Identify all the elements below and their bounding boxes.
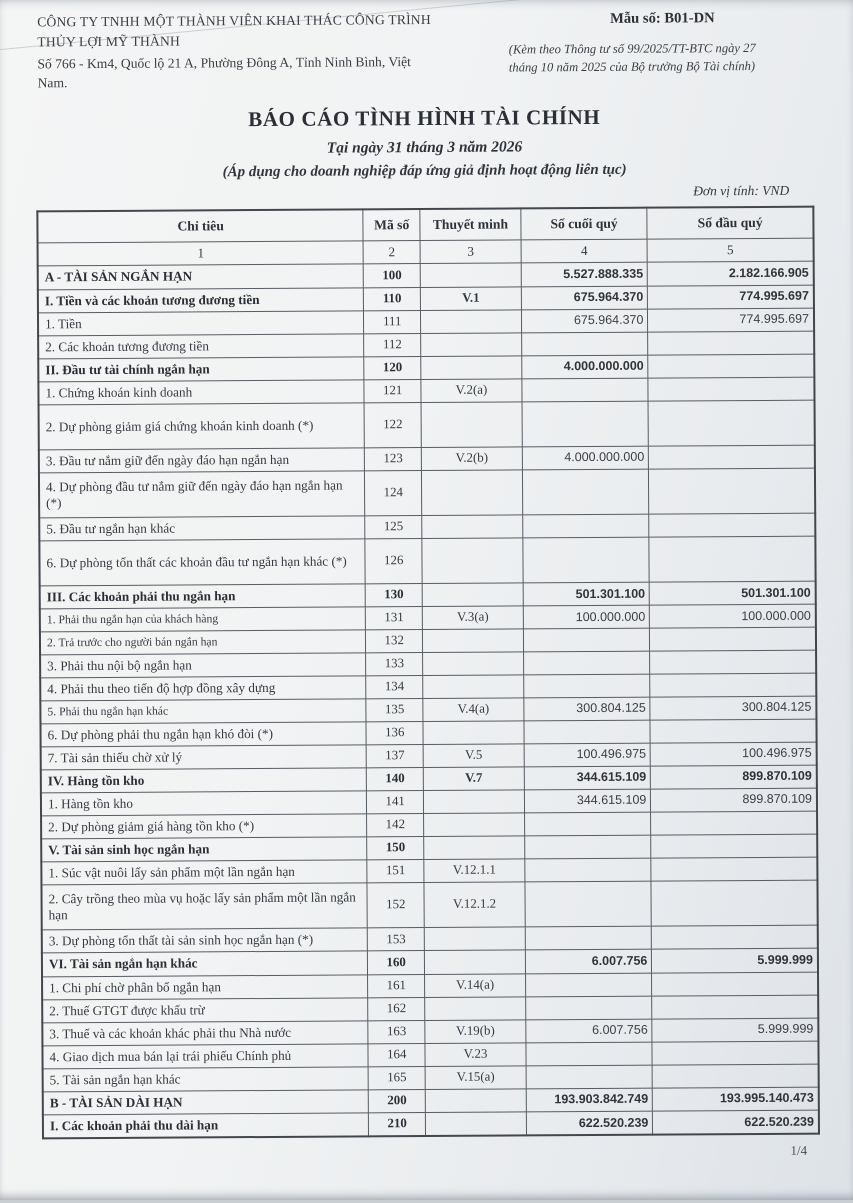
company-name-line1: CÔNG TY TNHH MỘT THÀNH VIÊN KHAI THÁC CÔNG TRÌNH [37, 11, 431, 30]
row-code: 111 [364, 310, 421, 333]
row-label: 4. Giao dịch mua bán lại trái phiếu Chính phủ [42, 1044, 368, 1069]
row-note [425, 1089, 526, 1113]
row-start-of-quarter-value [651, 834, 817, 858]
row-start-of-quarter-value [652, 925, 818, 949]
company-address [37, 52, 477, 93]
row-label: I. Tiền và các khoản tương đương tiền [38, 287, 364, 312]
row-label: 1. Súc vật nuôi lấy sản phẩm một lần ngắn hạn [41, 860, 367, 885]
row-start-of-quarter-value [650, 673, 816, 697]
row-start-of-quarter-value [651, 857, 817, 881]
row-end-of-quarter-value: 622.520.239 [526, 1111, 653, 1135]
row-end-of-quarter-value [526, 1065, 653, 1089]
row-label: 1. Tiền [38, 311, 364, 336]
row-note [425, 997, 526, 1021]
row-label: 3. Dự phòng tổn thất tài sản sinh học ngắn hạn (*) [42, 928, 368, 953]
company-address-line2: Nam. [37, 75, 68, 91]
row-code: 153 [368, 928, 425, 951]
company-address-line1: Số 766 - Km4, Quốc lộ 21 A, Phường Đông A, Tỉnh Ninh Bình, Việt [37, 54, 411, 72]
row-end-of-quarter-value: 675.964.370 [521, 286, 648, 310]
row-label: A - TÀI SẢN NGẮN HẠN [38, 264, 364, 289]
row-code: 162 [368, 997, 425, 1020]
row-label: 5. Đầu tư ngắn hạn khác [39, 516, 365, 541]
company-block [37, 9, 509, 92]
row-note: V.7 [423, 767, 524, 791]
row-label: 3. Phải thu nội bộ ngắn hạn [40, 653, 366, 678]
row-note: V.15(a) [425, 1066, 526, 1090]
row-end-of-quarter-value [523, 514, 650, 538]
row-start-of-quarter-value: 100.496.975 [651, 742, 817, 766]
row-label: I. Các khoản phải thu dài hạn [43, 1113, 369, 1139]
row-note [422, 583, 523, 607]
row-code: 151 [367, 860, 424, 883]
row-label: II. Đầu tư tài chính ngắn hạn [38, 357, 364, 382]
row-start-of-quarter-value [648, 354, 814, 378]
row-start-of-quarter-value [648, 400, 814, 446]
row-code: 161 [368, 974, 425, 997]
row-code: 142 [367, 814, 424, 837]
row-note [421, 310, 522, 334]
form-number: Mẫu số: B01-DN [610, 10, 715, 27]
row-note [422, 515, 523, 539]
row-end-of-quarter-value [525, 881, 652, 927]
row-note [420, 263, 521, 287]
column-header: Số đầu quý [647, 207, 813, 240]
row-start-of-quarter-value [650, 627, 816, 651]
row-note: V.2(b) [421, 447, 522, 471]
report-date-subtitle: Tại ngày 31 tháng 3 năm 2026 [326, 138, 523, 158]
form-circular-note-line2: tháng 10 năm 2025 của Bộ trưởng Bộ Tài chính) [508, 59, 756, 75]
row-code: 125 [365, 516, 422, 539]
row-start-of-quarter-value: 300.804.125 [650, 696, 816, 720]
row-end-of-quarter-value: 4.000.000.000 [522, 355, 649, 379]
row-note: V.14(a) [425, 973, 526, 997]
row-note: V.19(b) [425, 1020, 526, 1044]
form-circular-note [509, 39, 817, 77]
row-code: 137 [367, 744, 424, 767]
column-header: Mã số [363, 210, 420, 242]
row-code: 133 [366, 652, 423, 675]
row-code: 210 [369, 1113, 426, 1137]
row-note [425, 1112, 526, 1136]
row-note: V.12.1.1 [424, 859, 525, 883]
row-note [421, 470, 522, 516]
going-concern-note: (Áp dụng cho doanh nghiệp đáp ứng giả định hoạt động liên tục) [222, 162, 627, 181]
row-end-of-quarter-value [526, 1042, 653, 1066]
row-start-of-quarter-value: 899.870.109 [651, 788, 817, 812]
row-note [423, 790, 524, 814]
page-title: BÁO CÁO TÌNH HÌNH TÀI CHÍNH [248, 105, 601, 132]
row-code: 120 [364, 356, 421, 379]
column-header: Số cuối quý [521, 208, 648, 240]
row-note [421, 402, 522, 448]
row-label: 2. Cây trồng theo mùa vụ hoặc lấy sản phẩm một lần ngắn hạn [41, 883, 367, 930]
row-code: 200 [369, 1090, 426, 1113]
row-label: 6. Dự phòng phải thu ngắn hạn khó đòi (*) [40, 722, 366, 747]
row-label: 1. Chứng khoán kinh doanh [38, 380, 364, 405]
row-label: 2. Các khoản tương đương tiền [38, 334, 364, 359]
row-start-of-quarter-value [650, 650, 816, 674]
row-code: 110 [364, 287, 421, 310]
row-end-of-quarter-value [522, 378, 649, 402]
row-end-of-quarter-value: 501.301.100 [523, 582, 650, 606]
row-start-of-quarter-value: 100.000.000 [650, 604, 816, 628]
column-index: 2 [363, 241, 420, 264]
row-end-of-quarter-value: 675.964.370 [521, 309, 648, 333]
title-block [0, 104, 851, 183]
form-block [509, 8, 817, 90]
row-note [424, 836, 525, 860]
row-code: 121 [364, 379, 421, 402]
row-label: 2. Thuế GTGT được khấu trừ [42, 998, 368, 1023]
row-start-of-quarter-value: 5.999.999 [652, 949, 818, 973]
table-row [39, 468, 815, 518]
row-start-of-quarter-value: 622.520.239 [653, 1110, 819, 1135]
page-number: 1/4 [790, 1142, 808, 1158]
row-note [423, 721, 524, 745]
row-end-of-quarter-value [522, 469, 649, 515]
row-start-of-quarter-value: 501.301.100 [650, 581, 816, 605]
row-label: 7. Tài sản thiếu chờ xử lý [41, 745, 367, 770]
row-note: V.12.1.2 [424, 882, 525, 928]
row-label: 2. Dự phòng giảm giá chứng khoán kinh doanh (*) [39, 403, 365, 450]
row-code: 160 [368, 951, 425, 974]
row-note [423, 675, 524, 699]
column-index: 4 [521, 240, 648, 264]
row-end-of-quarter-value: 100.000.000 [523, 605, 650, 629]
row-end-of-quarter-value: 300.804.125 [524, 697, 651, 721]
row-start-of-quarter-value: 899.870.109 [651, 765, 817, 789]
row-start-of-quarter-value [652, 1041, 818, 1065]
row-start-of-quarter-value [652, 1064, 818, 1088]
column-header: Thuyết minh [420, 209, 521, 241]
row-end-of-quarter-value [525, 835, 652, 859]
row-label: 1. Phải thu ngắn hạn của khách hàng [40, 607, 366, 632]
table-head [37, 207, 813, 266]
row-start-of-quarter-value [649, 445, 815, 469]
row-start-of-quarter-value [652, 972, 818, 996]
row-label: 3. Đầu tư nắm giữ đến ngày đáo hạn ngắn hạn [39, 448, 365, 473]
row-end-of-quarter-value: 6.007.756 [526, 1019, 653, 1043]
row-end-of-quarter-value: 100.496.975 [524, 743, 651, 767]
row-code: 141 [367, 791, 424, 814]
row-end-of-quarter-value: 193.903.842.749 [526, 1088, 653, 1112]
row-code: 165 [368, 1066, 425, 1089]
row-note [424, 813, 525, 837]
row-code: 150 [367, 837, 424, 860]
row-note [422, 538, 523, 584]
table-row [39, 536, 815, 586]
row-label: 3. Thuế và các khoản khác phải thu Nhà nước [42, 1021, 368, 1046]
row-end-of-quarter-value [522, 332, 649, 356]
row-code: 122 [364, 403, 421, 448]
row-end-of-quarter-value [523, 537, 650, 583]
row-label: 5. Tài sản ngắn hạn khác [43, 1067, 369, 1092]
row-label: 2. Trả trước cho người bán ngắn hạn [40, 630, 366, 655]
row-note [421, 333, 522, 357]
row-code: 136 [366, 721, 423, 744]
row-code: 163 [368, 1020, 425, 1043]
row-start-of-quarter-value [651, 880, 817, 926]
row-start-of-quarter-value [652, 995, 818, 1019]
row-label: 2. Dự phòng giảm giá hàng tồn kho (*) [41, 814, 367, 839]
row-label: B - TÀI SẢN DÀI HẠN [43, 1090, 369, 1115]
row-end-of-quarter-value: 5.527.888.335 [521, 263, 648, 287]
row-code: 112 [364, 333, 421, 356]
row-label: 1. Chi phí chờ phân bổ ngắn hạn [42, 974, 368, 999]
row-end-of-quarter-value: 6.007.756 [525, 950, 652, 974]
table-row [43, 1110, 819, 1138]
row-code: 135 [366, 698, 423, 721]
row-code: 124 [365, 471, 422, 516]
row-note [424, 927, 525, 951]
financial-report-table [36, 206, 820, 1139]
row-start-of-quarter-value [648, 331, 814, 355]
column-header: Chỉ tiêu [37, 210, 363, 243]
table-row [39, 400, 815, 450]
row-start-of-quarter-value [649, 536, 815, 582]
row-end-of-quarter-value [523, 628, 650, 652]
row-start-of-quarter-value: 193.995.140.473 [653, 1087, 819, 1111]
row-note: V.4(a) [423, 698, 524, 721]
form-circular-note-line1: (Kèm theo Thông tư số 99/2025/TT-BTC ngày 27 [508, 40, 756, 57]
report-table-body [38, 262, 819, 1139]
row-code: 134 [366, 675, 423, 698]
row-note [422, 629, 523, 652]
row-end-of-quarter-value [524, 812, 651, 836]
row-code: 131 [366, 607, 423, 630]
row-end-of-quarter-value [525, 926, 652, 950]
row-note: V.5 [423, 744, 524, 768]
row-code: 132 [366, 630, 423, 653]
row-code: 126 [365, 539, 422, 584]
row-start-of-quarter-value [651, 811, 817, 835]
row-end-of-quarter-value: 344.615.109 [524, 789, 651, 813]
row-end-of-quarter-value [525, 973, 652, 997]
row-code: 130 [366, 584, 423, 607]
row-start-of-quarter-value: 5.999.999 [652, 1018, 818, 1042]
row-start-of-quarter-value [650, 719, 816, 743]
row-end-of-quarter-value [526, 996, 653, 1020]
row-end-of-quarter-value [524, 720, 651, 744]
row-code: 100 [364, 264, 421, 287]
row-label: 4. Phải thu theo tiến độ hợp đồng xây dựng [40, 676, 366, 701]
row-label: V. Tài sản sinh học ngắn hạn [41, 837, 367, 862]
row-end-of-quarter-value [523, 651, 650, 675]
row-end-of-quarter-value [525, 858, 652, 882]
row-code: 123 [365, 448, 422, 471]
table-row [41, 880, 817, 930]
document-header [0, 0, 851, 93]
row-start-of-quarter-value [649, 468, 815, 514]
row-label: IV. Hàng tồn kho [41, 768, 367, 793]
row-start-of-quarter-value [649, 513, 815, 537]
row-end-of-quarter-value [524, 674, 651, 698]
column-index: 1 [38, 241, 364, 266]
row-label: 6. Dự phòng tổn thất các khoản đầu tư ngắn hạn khác (*) [39, 539, 365, 586]
row-note: V.2(a) [421, 379, 522, 403]
row-note [424, 950, 525, 974]
row-label: 5. Phải thu ngắn hạn khác [40, 699, 366, 724]
currency-unit-note: Đơn vị tính: VND [693, 183, 790, 199]
row-note [423, 652, 524, 676]
row-end-of-quarter-value [522, 401, 649, 447]
row-label: III. Các khoản phải thu ngắn hạn [40, 584, 366, 609]
row-end-of-quarter-value: 4.000.000.000 [522, 446, 649, 470]
column-index: 3 [420, 240, 521, 264]
column-index: 5 [647, 239, 813, 263]
row-start-of-quarter-value: 774.995.697 [648, 285, 814, 309]
row-label: 1. Hàng tồn kho [41, 791, 367, 816]
row-note: V.23 [425, 1043, 526, 1067]
row-label: VI. Tài sản ngắn hạn khác [42, 951, 368, 976]
row-start-of-quarter-value [648, 377, 814, 401]
company-name-line2: THỦY LỢI MỸ THÀNH [37, 33, 181, 50]
table-header-row [37, 207, 813, 243]
row-note: V.1 [420, 286, 521, 310]
row-code: 140 [367, 767, 424, 790]
row-label: 4. Dự phòng đầu tư nắm giữ đến ngày đáo hạn ngắn hạn (*) [39, 471, 365, 518]
row-code: 164 [368, 1043, 425, 1066]
row-end-of-quarter-value: 344.615.109 [524, 766, 651, 790]
row-code: 152 [367, 883, 424, 928]
company-name [37, 9, 509, 51]
row-start-of-quarter-value: 2.182.166.905 [648, 262, 814, 286]
row-start-of-quarter-value: 774.995.697 [648, 308, 814, 332]
row-note: V.3(a) [422, 606, 523, 629]
row-note [421, 356, 522, 380]
